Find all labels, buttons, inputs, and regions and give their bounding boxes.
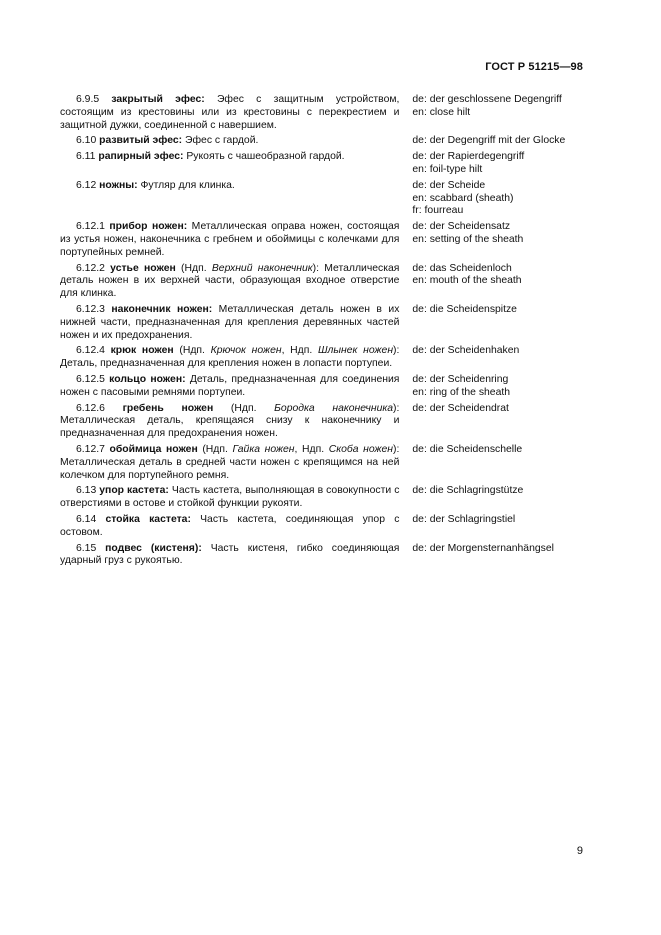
term-number: 6.12.4	[76, 345, 111, 357]
foreign-equivalent: en: mouth of the sheath	[412, 275, 522, 287]
term-name: обоймица ножен	[109, 443, 198, 455]
definition-text: (Ндп.	[213, 402, 275, 414]
foreign-equivalents	[412, 345, 590, 371]
deprecated-term: Бородка наконечника	[274, 402, 394, 414]
foreign-equivalents	[412, 485, 590, 511]
foreign-equivalents	[412, 403, 590, 441]
term-number: 6.12.2	[76, 262, 111, 274]
term-entry	[60, 94, 590, 132]
definition-text: Деталь, предназначенная для соединения ножен с пасовыми ремнями портупеи.	[60, 373, 400, 398]
definition-text: Рукоять с чашеобразной гардой.	[183, 151, 345, 163]
term-number: 6.12.7	[76, 443, 110, 455]
term-entry	[60, 180, 590, 218]
term-entry	[60, 304, 590, 342]
term-definition	[60, 180, 399, 218]
deprecated-term: Верхний наконечник	[211, 262, 313, 274]
term-name: закрытый эфес:	[111, 94, 205, 105]
term-number: 6.12.6	[76, 402, 123, 414]
term-name: прибор ножен:	[109, 221, 188, 233]
foreign-equivalent: de: der geschlossene Degengriff	[412, 94, 562, 105]
deprecated-term: Гайка ножен	[232, 443, 295, 455]
term-definition	[60, 263, 399, 301]
term-number: 6.14	[76, 513, 106, 525]
definition-text: (Ндп.	[173, 345, 211, 357]
term-definition	[60, 403, 399, 441]
standard-code: ГОСТ Р 51215—98	[485, 61, 583, 73]
term-name: подвес (кистеня):	[105, 542, 202, 554]
term-definition	[60, 221, 399, 259]
foreign-equivalent: en: scabbard (sheath)	[412, 192, 514, 204]
term-definition	[60, 304, 399, 342]
term-definition	[60, 374, 399, 400]
term-number: 6.11	[76, 151, 99, 163]
definition-text: Футляр для клинка.	[137, 179, 235, 191]
foreign-equivalent: en: foil-type hilt	[412, 163, 483, 175]
foreign-equivalents	[412, 94, 590, 132]
definition-text: Часть кистеня, гибко соединяющая ударный груз с рукоятью.	[60, 542, 400, 567]
term-entry	[60, 135, 590, 148]
definition-text: , Ндп.	[294, 443, 329, 455]
foreign-equivalent: de: die Scheidenschelle	[412, 443, 523, 455]
definition-text: ): Металлическая деталь в средней части ножен с крепящимся на ней колечком для портупейного ремня.	[60, 443, 400, 481]
term-number: 6.12.5	[76, 373, 110, 385]
term-definition	[60, 135, 399, 148]
term-definition	[60, 543, 399, 569]
foreign-equivalents	[412, 180, 590, 218]
definition-text: Часть кастета, выполняющая в совокупности с отверстиями в остове и стойкой функции рукояти.	[60, 485, 400, 510]
term-definition	[60, 444, 399, 482]
definition-text: ): Деталь, предназначенная для крепления ножен в лопасти портупеи.	[60, 345, 400, 370]
foreign-equivalent: de: der Degengriff mit der Glocke	[412, 135, 566, 147]
term-number: 6.12.3	[76, 303, 112, 315]
foreign-equivalent: de: die Schlagringstütze	[412, 485, 524, 497]
term-entry	[60, 221, 590, 259]
term-name: рапирный эфес:	[98, 151, 184, 163]
foreign-equivalents	[412, 151, 590, 177]
definition-text: Часть кастета, соединяющая упор с остовом.	[60, 513, 400, 538]
term-entry	[60, 374, 590, 400]
term-definition	[60, 94, 399, 132]
term-name: гребень ножен	[122, 402, 214, 414]
foreign-equivalent: en: setting of the sheath	[412, 233, 524, 245]
term-number: 6.12	[76, 179, 100, 191]
term-entry	[60, 345, 590, 371]
foreign-equivalents	[412, 304, 590, 342]
term-name: устье ножен	[110, 262, 176, 274]
deprecated-term: Скоба ножен	[328, 443, 394, 455]
foreign-equivalent: de: der Scheidendrat	[412, 402, 509, 414]
definition-text: ): Металлическая деталь, крепящаяся снизу к наконечнику и предназначенная для предохранения ножен.	[60, 402, 400, 440]
terms-list	[60, 94, 590, 571]
foreign-equivalent: en: close hilt	[412, 106, 471, 118]
definition-text: Металлическая деталь ножен в их нижней части, предназначенная для крепления деревянных частей ножен и их предохранения.	[60, 303, 400, 341]
foreign-equivalents	[412, 135, 590, 148]
definition-text: Эфес с гардой.	[182, 135, 259, 147]
term-name: развитый эфес:	[99, 135, 183, 147]
foreign-equivalents	[412, 221, 590, 259]
deprecated-term: Шлынек ножен	[317, 345, 394, 357]
foreign-equivalents	[412, 543, 590, 569]
term-name: кольцо ножен:	[109, 373, 186, 385]
foreign-equivalent: de: das Scheidenloch	[412, 262, 512, 274]
term-entry	[60, 514, 590, 540]
definition-text: (Ндп.	[175, 262, 212, 274]
foreign-equivalent: de: der Scheidenring	[412, 373, 509, 385]
foreign-equivalent: fr: fourreau	[412, 205, 464, 217]
term-name: крюк ножен	[110, 345, 174, 357]
page-number: 9	[576, 845, 583, 857]
foreign-equivalent: de: der Scheide	[412, 179, 486, 191]
foreign-equivalent: en: ring of the sheath	[412, 386, 511, 398]
term-entry	[60, 444, 590, 482]
term-name: ножны:	[99, 179, 138, 191]
foreign-equivalent: de: der Scheidenhaken	[412, 345, 520, 357]
foreign-equivalents	[412, 374, 590, 400]
term-entry	[60, 485, 590, 511]
definition-text: , Ндп.	[281, 345, 318, 357]
foreign-equivalents	[412, 263, 590, 301]
foreign-equivalents	[412, 444, 590, 482]
foreign-equivalent: de: der Schlagringstiel	[412, 513, 516, 525]
term-number: 6.10	[76, 135, 100, 147]
term-name: стойка кастета:	[105, 513, 191, 525]
term-name: упор кастета:	[99, 485, 169, 497]
foreign-equivalent: de: die Scheidenspitze	[412, 303, 517, 315]
term-definition	[60, 151, 399, 177]
term-number: 6.13	[76, 485, 100, 497]
term-entry	[60, 543, 590, 569]
foreign-equivalents	[412, 514, 590, 540]
term-definition	[60, 485, 399, 511]
foreign-equivalent: de: der Morgensternanhängsel	[412, 542, 554, 554]
term-entry	[60, 403, 590, 441]
deprecated-term: Крючок ножен	[210, 345, 282, 357]
term-number: 6.12.1	[76, 221, 110, 233]
term-entry	[60, 263, 590, 301]
foreign-equivalent: de: der Scheidensatz	[412, 221, 511, 233]
definition-text: (Ндп.	[197, 443, 233, 455]
term-number: 6.15	[76, 542, 106, 554]
term-definition	[60, 514, 399, 540]
term-entry	[60, 151, 590, 177]
term-name: наконечник ножен:	[111, 303, 213, 315]
term-definition	[60, 345, 399, 371]
definition-text: Эфес с защитным устройством, состоящим из крестовины или из крестовины с перекрестием и защитной дужки, соединенной с навершием.	[60, 94, 400, 131]
definition-text: Металлическая оправа ножен, состоящая из устья ножен, наконечника с гребнем и обоймицы с колечками для портупейных ремней.	[60, 221, 400, 258]
term-number: 6.9.5	[76, 94, 112, 105]
definition-text: ): Металлическая деталь ножен в их верхней части, образующая входное отверстие для клинка.	[60, 262, 400, 300]
foreign-equivalent: de: der Rapierdegengriff	[412, 151, 525, 163]
